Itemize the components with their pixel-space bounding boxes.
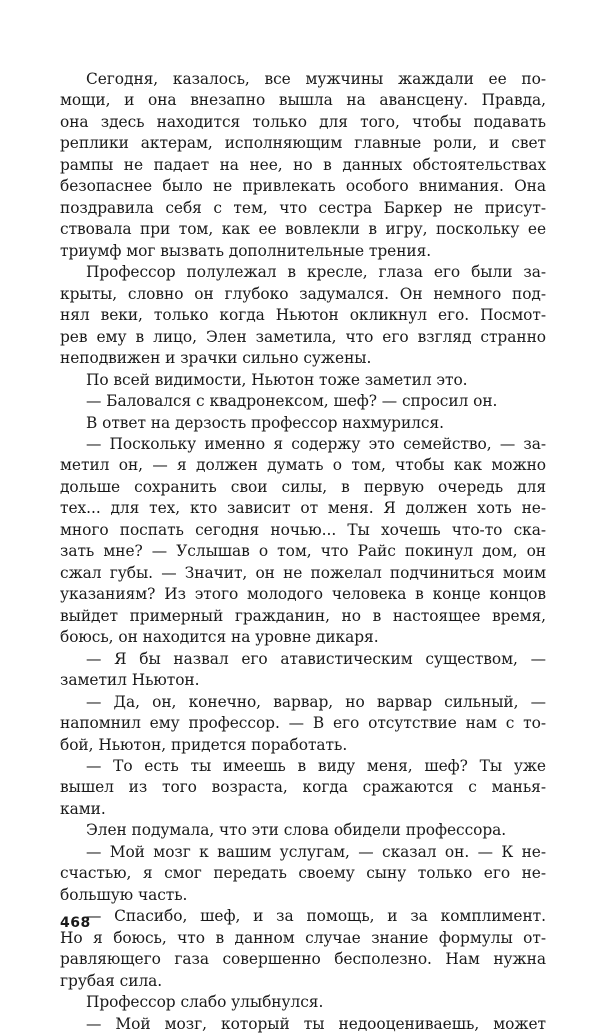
text-line: Но я боюсь, что в данном случае знание формулы от-: [60, 928, 546, 947]
text-line: — Баловался с квадронексом, шеф? — спросил он.: [86, 392, 498, 411]
text-line: рев ему в лицо, Элен заметила, что его взгляд странно: [60, 327, 546, 346]
text-line: ками.: [60, 799, 106, 818]
text-line: Профессор полулежал в кресле, глаза его были за-: [86, 263, 546, 282]
text-line: счастью, я смог передать своему сыну только его не-: [60, 864, 546, 883]
text-line: бой, Ньютон, придется поработать.: [60, 735, 348, 754]
text-line: триумф мог вызвать дополнительные трения.: [60, 241, 432, 260]
text-line: равляющего газа совершенно бесполезно. Нам нужна: [60, 950, 546, 969]
text-line: нял веки, только когда Ньютон окликнул его. Посмот-: [60, 306, 546, 325]
text-line: большую часть.: [60, 885, 188, 904]
text-line: — Я бы назвал его атавистическим существом, —: [86, 649, 546, 668]
text-line: мощи, и она внезапно вышла на авансцену. Правда,: [60, 91, 546, 110]
text-line: — Поскольку именно я содержу это семейство, — за-: [86, 434, 546, 453]
text-line: В ответ на дерзость профессор нахмурился.: [86, 413, 444, 432]
text-line: Профессор слабо улыбнулся.: [86, 993, 324, 1012]
text-line: зать мне? — Услышав о том, что Райс покинул дом, он: [60, 542, 546, 561]
text-line: — Да, он, конечно, варвар, но варвар сильный, —: [86, 692, 546, 711]
text-line: метил он, — я должен думать о том, чтобы как можно: [60, 456, 546, 475]
text-line: много поспать сегодня ночью... Ты хочешь что-то ска-: [60, 520, 546, 539]
text-line: дольше сохранить свои силы, в первую очередь для: [60, 477, 546, 496]
text-line: Сегодня, казалось, все мужчины жаждали ее по-: [86, 70, 546, 88]
text-line: — То есть ты имеешь в виду меня, шеф? Ты уже: [86, 757, 546, 775]
text-line: безопаснее было не привлекать особого внимания. Она: [60, 177, 546, 196]
text-line: Элен подумала, что эти слова обидели профессора.: [86, 821, 507, 840]
text-line: вышел из того возраста, когда сражаются с манья-: [60, 778, 546, 797]
text-line: боюсь, он находится на уровне дикаря.: [60, 628, 379, 647]
text-line: реплики актерам, исполняющим главные роли, и свет: [60, 134, 546, 153]
text-line: — Спасибо, шеф, и за помощь, и за комплимент.: [86, 907, 546, 926]
text-line: — Мой мозг к вашим услугам, — сказал он. — К не-: [86, 842, 546, 861]
text-line: По всей видимости, Ньютон тоже заметил это.: [86, 370, 468, 389]
text-line: тех... для тех, кто зависит от меня. Я должен хоть не-: [60, 499, 546, 518]
body-text: [60, 69, 546, 1035]
text-line: ствовала при том, как ее вовлекли в игру, поскольку ее: [60, 220, 546, 239]
text-line: — Мой мозг, который ты недооцениваешь, может: [86, 1014, 546, 1033]
text-line: поздравила себя с тем, что сестра Баркер не присут-: [60, 198, 546, 217]
text-line: грубая сила.: [60, 971, 163, 990]
text-line: напомнил ему профессор. — В его отсутствие нам с то-: [60, 714, 546, 733]
text-line: указаниям? Из этого молодого человека в конце концов: [60, 585, 546, 604]
page-number: 468: [60, 915, 91, 931]
text-line: крыты, словно он глубоко задумался. Он немного под-: [60, 284, 546, 303]
text-line: неподвижен и зрачки сильно сужены.: [60, 349, 372, 368]
text-line: рампы не падает на нее, но в данных обстоятельствах: [60, 155, 546, 174]
text-line: сжал губы. — Значит, он не пожелал подчиниться моим: [60, 563, 546, 582]
text-line: она здесь находится только для того, чтобы подавать: [60, 112, 546, 131]
text-line: выйдет примерный гражданин, но в настоящее время,: [60, 606, 546, 625]
text-line: заметил Ньютон.: [60, 671, 200, 690]
